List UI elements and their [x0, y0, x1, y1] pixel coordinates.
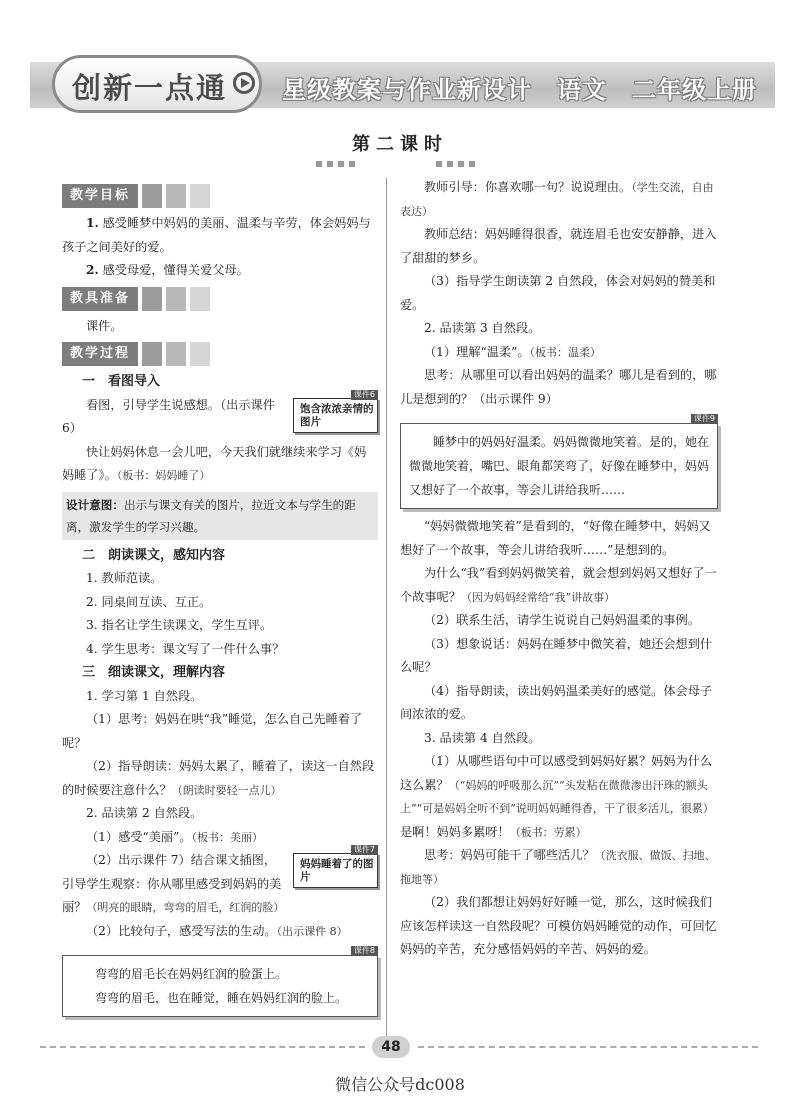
footer-rule-left — [40, 1046, 365, 1048]
paragraph: 快让妈妈休息一会儿吧，今天我们就继续来学习《妈妈睡了》。（板书：妈妈睡了） — [62, 444, 367, 482]
lesson-title: 第二课时 — [352, 134, 448, 155]
tools-text: 课件。 — [86, 318, 123, 333]
paragraph: （1）理解“温柔”。（板书：温柔） — [424, 344, 602, 359]
paragraph: （2）出示课件 7）结合课文插图，引导学生观察：你从哪里感受到妈妈的美丽？（明亮的眼睛，弯弯的眉毛，红润的脸） — [62, 853, 285, 914]
courseware-8-box: 课件8 弯弯的眉毛长在妈妈红润的脸蛋上。 弯弯的眉毛，也在睡觉，睡在妈妈红润的脸上。 — [62, 955, 378, 1017]
right-column — [400, 176, 718, 962]
courseware-7: 课件7 妈妈睡着了的图片 — [293, 853, 378, 888]
brand-name: 创新一点通 — [72, 71, 228, 105]
list-item: 2. 同桌间互读、互正。 — [86, 594, 212, 609]
paragraph: （1）从哪些语句中可以感受到妈妈好累？妈妈为什么这么累？（“妈妈的呼吸那么沉”“头发粘在微微渗出汗珠的额头上”“可是妈妈全听不到”说明妈妈睡得香，干了很多活儿，很累）是啊！妈妈多累呀！（板书：劳累） — [400, 754, 714, 839]
paragraph: （2）指导朗读：妈妈太累了，睡着了，读这一自然段的时候要注意什么？（朗读时要轻一点儿） — [62, 759, 375, 797]
paragraph: （2）我们都想让妈妈好好睡一觉，那么，这时候我们应该怎样读这一自然段呢？可模仿妈妈睡觉的动作，可回忆妈妈的辛苦，充分感悟妈妈的辛苦、妈妈的爱。 — [400, 895, 717, 956]
paragraph: “妈妈微微地笑着”是看到的，“好像在睡梦中，妈妈又想好了一个故事，等会儿讲给我听……”是想到的。 — [400, 519, 711, 557]
paragraph: 为什么“我”看到妈妈微笑着，就会想到妈妈又想好了一个故事呢？（因为妈妈经常给“我”讲故事） — [400, 566, 717, 604]
column-divider — [386, 178, 387, 1038]
book-title: 星级教案与作业新设计 语文 二年级上册 — [282, 76, 757, 104]
title-decoration-left — [316, 152, 360, 162]
footer-rule-right — [418, 1046, 758, 1048]
goal-2: 2. 感受母爱，懂得关爱父母。 — [86, 263, 249, 277]
paragraph: （1）感受“美丽”。（板书：美丽） — [86, 829, 264, 844]
courseware-6: 课件6 饱含浓浓亲情的图片 — [293, 398, 378, 433]
list-item: 2. 品读第 2 自然段。 — [86, 806, 203, 820]
section-header-goals: 教学目标 — [62, 184, 378, 208]
paragraph: （3）想象说话：妈妈在睡梦中微笑着，她还会想到什么呢？ — [400, 636, 713, 674]
section-header-process: 教学过程 — [62, 342, 378, 366]
title-decoration-right — [436, 152, 480, 162]
design-intent-box: 设计意图：出示与课文有关的图片，拉近文本与学生的距离，激发学生的学习兴趣。 — [62, 492, 378, 540]
list-item: 4. 学生思考：课文写了一件什么事？ — [86, 641, 285, 656]
part-1-heading: 一 看图导入 — [82, 374, 161, 389]
section-header-tools: 教具准备 — [62, 287, 378, 311]
part-2-heading: 二 朗读课文，感知内容 — [82, 547, 226, 563]
paragraph: （2）比较句子，感受写法的生动。（出示课件 8） — [86, 923, 348, 938]
goal-1: 1. 感受睡梦中妈妈的美丽、温柔与辛劳，体会妈妈与孩子之间美好的爱。 — [62, 216, 371, 254]
watermark: 微信公众号dc008 — [335, 1075, 465, 1094]
courseware-9-box: 课件9 睡梦中的妈妈好温柔。妈妈微微地笑着。是的，她在微微地笑着，嘴巴、眼角都笑弯了，好像在睡梦中，妈妈又想好了一个故事，等会儿讲给我听…… — [400, 423, 718, 509]
paragraph: 看图，引导学生说感想。（出示课件 6） — [62, 397, 275, 435]
paragraph: （4）指导朗读，读出妈妈温柔美好的感觉。体会母子间浓浓的爱。 — [400, 683, 713, 721]
left-column — [62, 180, 378, 1023]
paragraph: 思考：妈妈可能干了哪些活儿？（洗衣服、做饭、扫地、拖地等） — [400, 848, 716, 886]
list-item: 3. 指名让学生读课文，学生互评。 — [86, 618, 273, 632]
paragraph: （1）思考：妈妈在哄“我”睡觉，怎么自己先睡着了呢？ — [62, 712, 363, 750]
paragraph: 教师引导：你喜欢哪一句？说说理由。（学生交流，自由表达） — [400, 180, 714, 218]
paragraph: 教师总结：妈妈睡得很香，就连眉毛也安安静静，进入了甜甜的梦乡。 — [400, 227, 717, 265]
page-number: 48 — [372, 1036, 410, 1058]
play-icon — [233, 72, 255, 94]
list-item: 1. 学习第 1 自然段。 — [86, 688, 203, 703]
paragraph: （2）联系生活，请学生说说自己妈妈温柔的事例。 — [424, 613, 700, 627]
list-item: 2. 品读第 3 自然段。 — [424, 321, 541, 335]
list-item: 1. 教师范读。 — [86, 571, 163, 585]
list-item: 3. 品读第 4 自然段。 — [424, 730, 541, 745]
paragraph: （3）指导学生朗读第 2 自然段，体会对妈妈的赞美和爱。 — [400, 274, 716, 312]
paragraph: 思考：从哪里可以看出妈妈的温柔？哪儿是看到的，哪儿是想到的？（出示课件 9） — [400, 368, 717, 406]
part-3-heading: 三 细读课文，理解内容 — [82, 665, 226, 680]
